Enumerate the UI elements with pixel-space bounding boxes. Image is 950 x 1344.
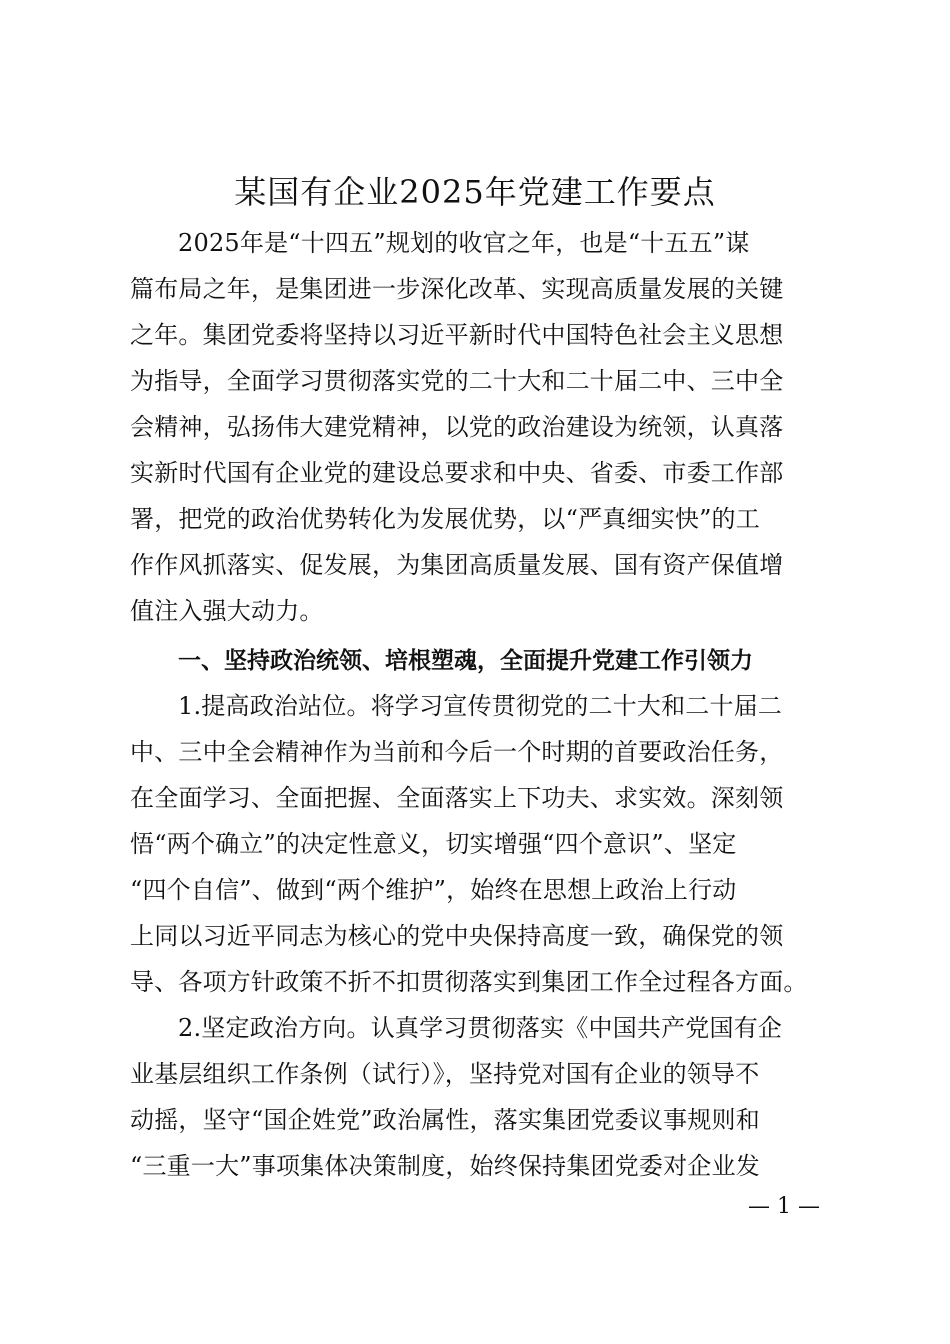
paragraph-line: 为指导，全面学习贯彻落实党的二十大和二十届二中、三中全 (130, 367, 784, 395)
paragraph-line: 署，把党的政治优势转化为发展优势，以“严真细实快”的工 (130, 505, 760, 533)
paragraph-line: 在全面学习、全面把握、全面落实上下功夫、求实效。深刻领 (130, 784, 784, 812)
paragraph-line: 2025年是“十四五”规划的收官之年，也是“十五五”谋 (178, 229, 750, 257)
page-number: — 1 — (748, 1194, 820, 1219)
paragraph-line: 2.坚定政治方向。认真学习贯彻落实《中国共产党国有企 (178, 1014, 783, 1042)
paragraph-line: 值注入强大动力。 (130, 597, 324, 625)
paragraph-line: 上同以习近平同志为核心的党中央保持高度一致，确保党的领 (130, 922, 784, 950)
paragraph-line: “四个自信”、做到“两个维护”，始终在思想上政治上行动 (130, 876, 737, 904)
paragraph-line: “三重一大”事项集体决策制度，始终保持集团党委对企业发 (130, 1152, 760, 1180)
document-title: 某国有企业2025年党建工作要点 (234, 173, 716, 211)
paragraph-line: 动摇，坚守“国企姓党”政治属性，落实集团党委议事规则和 (130, 1106, 760, 1134)
paragraph-line: 中、三中全会精神作为当前和今后一个时期的首要政治任务， (130, 738, 784, 766)
item-1-paragraph (130, 683, 820, 1005)
paragraph-line: 1.提高政治站位。将学习宣传贯彻党的二十大和二十届二 (178, 692, 783, 720)
paragraph-line: 悟“两个确立”的决定性意义，切实增强“四个意识”、坚定 (130, 830, 737, 858)
paragraph-line: 之年。集团党委将坚持以习近平新时代中国特色社会主义思想 (130, 321, 784, 349)
item-2-paragraph (130, 1005, 820, 1189)
paragraph-line: 实新时代国有企业党的建设总要求和中央、省委、市委工作部 (130, 459, 784, 487)
paragraph-line: 会精神，弘扬伟大建党精神，以党的政治建设为统领，认真落 (130, 413, 784, 441)
paragraph-line: 篇布局之年，是集团进一步深化改革、实现高质量发展的关键 (130, 275, 784, 303)
paragraph-line: 业基层组织工作条例（试行）》，坚持党对国有企业的领导不 (130, 1060, 760, 1088)
section-heading: 一、坚持政治统领、培根塑魂，全面提升党建工作引领力 (178, 648, 753, 674)
paragraph-line: 作作风抓落实、促发展，为集团高质量发展、国有资产保值增 (130, 551, 784, 579)
intro-paragraph (130, 220, 820, 634)
paragraph-line: 导、各项方针政策不折不扣贯彻落实到集团工作全过程各方面。 (130, 968, 808, 996)
